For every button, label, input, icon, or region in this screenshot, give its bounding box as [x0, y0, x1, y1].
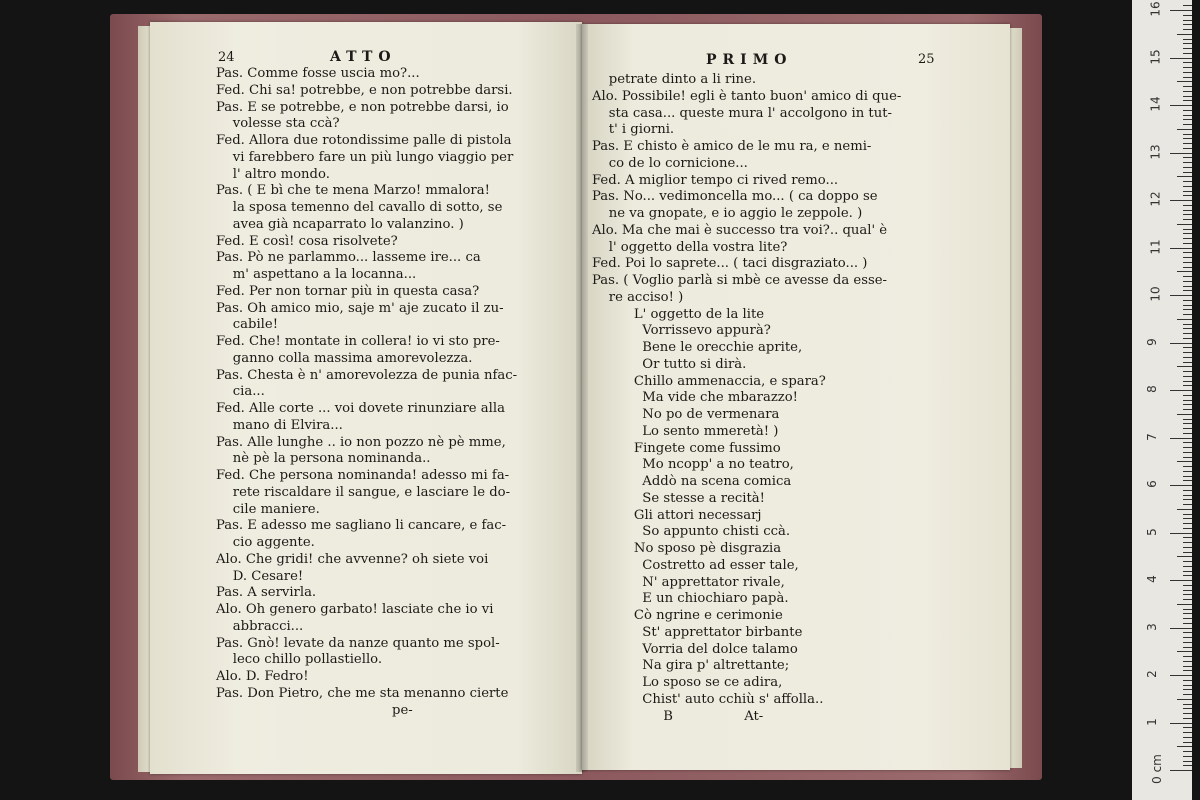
- text-line: Mo ncopp' a no teatro,: [592, 457, 794, 473]
- ruler-tick: [1183, 409, 1192, 410]
- ruler-tick: [1183, 167, 1192, 168]
- text-line: Pas. Pò ne parlammo... lasseme ire... ca: [216, 250, 481, 266]
- ruler-tick: [1183, 191, 1192, 192]
- text-line: Chillo ammenaccia, e spara?: [592, 373, 826, 389]
- left-page: [150, 22, 582, 774]
- ruler-tick: [1183, 214, 1192, 215]
- left-page-header: ATTO: [330, 49, 397, 65]
- ruler-tick: [1183, 328, 1192, 329]
- ruler-tick: [1183, 480, 1192, 481]
- text-line: D. Cesare!: [216, 568, 304, 584]
- ruler-tick: [1183, 381, 1192, 382]
- ruler-tick: [1183, 694, 1192, 695]
- text-line: Pas. A servirla.: [216, 585, 317, 601]
- ruler-tick: [1183, 385, 1192, 386]
- text-line: Pas. Don Pietro, che me sta menanno cierte: [216, 685, 509, 701]
- text-line: Pas. ( E bì che te mena Marzo! mmalora!: [216, 183, 490, 199]
- ruler-tick: [1183, 257, 1192, 258]
- ruler-tick: [1177, 699, 1192, 700]
- ruler-tick: [1177, 366, 1192, 367]
- ruler-tick: [1183, 428, 1192, 429]
- text-line: vi farebbero fare un più lungo viaggio per: [216, 149, 514, 165]
- ruler-tick: [1183, 48, 1192, 49]
- ruler-tick: [1183, 5, 1192, 6]
- ruler-tick: [1183, 656, 1192, 657]
- right-page-number: 25: [918, 52, 935, 67]
- ruler-tick: [1183, 43, 1192, 44]
- ruler-tick: [1177, 224, 1192, 225]
- ruler-tick: [1170, 438, 1192, 439]
- ruler-label: 15: [1148, 48, 1163, 65]
- ruler-tick: [1183, 447, 1192, 448]
- ruler-tick: [1177, 604, 1192, 605]
- text-line: Fed. Allora due rotondissime palle di pistola: [216, 133, 512, 148]
- text-line: l' altro mondo.: [216, 166, 330, 182]
- ruler-tick: [1183, 528, 1192, 529]
- text-line: Costretto ad esser tale,: [592, 557, 799, 573]
- ruler-tick: [1183, 680, 1192, 681]
- ruler-tick: [1183, 72, 1192, 73]
- text-line: ne va gnopate, e io aggio le zeppole. ): [592, 206, 863, 221]
- ruler-tick: [1170, 533, 1192, 534]
- text-line: pe-: [216, 702, 413, 718]
- ruler-tick: [1183, 504, 1192, 505]
- text-line: cabile!: [216, 317, 278, 333]
- ruler-tick: [1183, 181, 1192, 182]
- text-line: Fed. Che persona nominanda! adesso mi fa-: [216, 468, 510, 483]
- ruler-tick: [1183, 613, 1192, 614]
- text-line: Pas. E se potrebbe, e non potrebbe darsi, io: [216, 99, 509, 115]
- ruler-tick: [1183, 471, 1192, 472]
- ruler-tick: [1183, 761, 1192, 762]
- ruler-tick: [1183, 737, 1192, 738]
- ruler-tick: [1183, 566, 1192, 567]
- ruler-tick: [1183, 134, 1192, 135]
- ruler-tick: [1183, 91, 1192, 92]
- ruler-tick: [1177, 129, 1192, 130]
- left-page-text: [216, 66, 517, 719]
- ruler-tick: [1183, 86, 1192, 87]
- ruler-tick: [1170, 58, 1192, 59]
- right-page-text: [592, 72, 901, 725]
- ruler-tick: [1183, 276, 1192, 277]
- ruler-tick: [1183, 618, 1192, 619]
- ruler-tick: [1183, 96, 1192, 97]
- text-line: Se stesse a recità!: [592, 490, 765, 506]
- ruler-tick: [1183, 575, 1192, 576]
- ruler-tick: [1177, 176, 1192, 177]
- ruler-tick: [1177, 556, 1192, 557]
- ruler-tick: [1170, 200, 1192, 201]
- ruler-tick: [1183, 542, 1192, 543]
- ruler-tick: [1183, 29, 1192, 30]
- ruler-tick: [1183, 205, 1192, 206]
- text-line: Pas. E chisto è amico de le mu ra, e nemi-: [592, 139, 872, 154]
- ruler-tick: [1183, 594, 1192, 595]
- text-line: Pas. Chesta è n' amorevolezza de punia nfac-: [216, 367, 518, 383]
- text-line: volesse sta ccà?: [216, 116, 340, 132]
- text-line: Na gira p' altrettante;: [592, 658, 790, 674]
- ruler-tick: [1183, 110, 1192, 111]
- ruler-tick: [1183, 267, 1192, 268]
- ruler-label: 0 cm: [1149, 754, 1164, 784]
- ruler-tick: [1183, 252, 1192, 253]
- ruler-tick: [1183, 704, 1192, 705]
- ruler-tick: [1170, 580, 1192, 581]
- ruler-tick: [1183, 466, 1192, 467]
- ruler-tick: [1183, 490, 1192, 491]
- ruler-tick: [1183, 77, 1192, 78]
- ruler-tick: [1170, 390, 1192, 391]
- ruler-tick: [1183, 338, 1192, 339]
- text-line: Pas. Gnò! levate da nanze quanto me spol-: [216, 635, 500, 651]
- ruler-tick: [1183, 599, 1192, 600]
- ruler-tick: [1183, 15, 1192, 16]
- ruler-tick: [1170, 248, 1192, 249]
- ruler-label: 1: [1144, 717, 1159, 726]
- ruler-tick: [1183, 67, 1192, 68]
- ruler-tick: [1183, 138, 1192, 139]
- ruler-tick: [1183, 670, 1192, 671]
- ruler-tick: [1183, 281, 1192, 282]
- text-line: B At-: [592, 708, 764, 724]
- ruler-tick: [1183, 727, 1192, 728]
- ruler-tick: [1170, 675, 1192, 676]
- ruler-tick: [1183, 689, 1192, 690]
- ruler-tick: [1183, 590, 1192, 591]
- text-line: co de lo cornicione...: [592, 155, 748, 171]
- text-line: No sposo pè disgrazia: [592, 541, 782, 556]
- text-line: Alo. Possibile! egli è tanto buon' amico di que-: [592, 88, 902, 104]
- ruler-tick: [1183, 571, 1192, 572]
- ruler-tick: [1183, 419, 1192, 420]
- ruler-tick: [1183, 352, 1192, 353]
- ruler-tick: [1183, 238, 1192, 239]
- text-line: N' apprettator rivale,: [592, 574, 785, 590]
- ruler-tick: [1183, 262, 1192, 263]
- ruler-label: 11: [1148, 238, 1163, 255]
- text-line: cia...: [216, 384, 265, 400]
- ruler-tick: [1183, 172, 1192, 173]
- text-line: avea già ncaparrato lo valanzino. ): [216, 216, 464, 232]
- text-line: ganno colla massima amorevolezza.: [216, 350, 473, 366]
- text-line: Vorrissevo appurà?: [592, 323, 771, 339]
- ruler-tick: [1170, 770, 1192, 771]
- ruler-tick: [1183, 115, 1192, 116]
- ruler-tick: [1183, 324, 1192, 325]
- ruler-tick: [1183, 547, 1192, 548]
- ruler-tick: [1177, 81, 1192, 82]
- ruler-tick: [1183, 647, 1192, 648]
- ruler-tick: [1183, 632, 1192, 633]
- ruler-label: 4: [1144, 575, 1159, 583]
- ruler-label: 12: [1148, 191, 1163, 207]
- ruler-tick: [1183, 362, 1192, 363]
- ruler-tick: [1170, 295, 1192, 296]
- ruler-tick: [1183, 499, 1192, 500]
- ruler-label: 8: [1144, 385, 1159, 393]
- ruler-tick: [1183, 20, 1192, 21]
- ruler-label: 10: [1148, 286, 1163, 302]
- text-line: Pas. No... vedimoncella mo... ( ca doppo se: [592, 189, 878, 205]
- text-line: Fed. Per non tornar più in questa casa?: [216, 283, 480, 299]
- ruler-tick: [1183, 552, 1192, 553]
- text-line: Fed. Che! montate in collera! io vi sto pre-: [216, 334, 500, 349]
- ruler-tick: [1177, 461, 1192, 462]
- text-line: re acciso! ): [592, 289, 684, 305]
- ruler-tick: [1183, 718, 1192, 719]
- ruler-label: 14: [1148, 96, 1163, 112]
- text-line: Pas. ( Voglio parlà si mbè ce avesse da esse-: [592, 273, 888, 288]
- text-line: Alo. D. Fedro!: [216, 669, 309, 684]
- ruler-tick: [1170, 628, 1192, 629]
- text-line: Alo. Oh genero garbato! lasciate che io vi: [216, 602, 494, 617]
- right-page-header: PRIMO: [706, 52, 793, 68]
- ruler-tick: [1183, 210, 1192, 211]
- ruler-tick: [1183, 452, 1192, 453]
- ruler-tick: [1170, 105, 1192, 106]
- ruler-tick: [1183, 514, 1192, 515]
- ruler-tick: [1183, 518, 1192, 519]
- text-line: Or tutto si dirà.: [592, 356, 747, 372]
- text-line: So appunto chisti ccà.: [592, 524, 791, 540]
- text-line: St' apprettator birbante: [592, 624, 803, 640]
- ruler-tick: [1183, 305, 1192, 306]
- ruler-label: 2: [1144, 670, 1159, 678]
- right-page: [582, 24, 1010, 770]
- ruler-tick: [1183, 642, 1192, 643]
- ruler-tick: [1183, 143, 1192, 144]
- text-line: mano di Elvira...: [216, 417, 343, 433]
- right-page-edges: [1008, 28, 1022, 768]
- ruler-tick: [1183, 333, 1192, 334]
- ruler-tick: [1183, 751, 1192, 752]
- text-line: abbracci...: [216, 618, 304, 634]
- ruler-tick: [1183, 243, 1192, 244]
- text-line: Pas. Alle lunghe .. io non pozzo nè pè mme,: [216, 434, 506, 450]
- ruler-tick: [1183, 476, 1192, 477]
- text-line: petrate dinto a li rine.: [592, 72, 757, 87]
- ruler-label: 9: [1144, 337, 1159, 346]
- ruler-tick: [1183, 661, 1192, 662]
- ruler-tick: [1183, 148, 1192, 149]
- ruler-tick: [1183, 53, 1192, 54]
- ruler-tick: [1183, 219, 1192, 220]
- text-line: Lo sposo se ce adira,: [592, 675, 783, 690]
- ruler-tick: [1183, 423, 1192, 424]
- ruler-tick: [1183, 637, 1192, 638]
- ruler-tick: [1183, 309, 1192, 310]
- text-line: Addò na scena comica: [592, 474, 792, 489]
- ruler-tick: [1183, 561, 1192, 562]
- text-line: Cò ngrine e cerimonie: [592, 608, 783, 623]
- ruler-tick: [1183, 347, 1192, 348]
- ruler-tick: [1183, 62, 1192, 63]
- text-line: leco chillo pollastiello.: [216, 652, 383, 668]
- text-line: nè pè la persona nominanda..: [216, 451, 431, 467]
- ruler-tick: [1183, 495, 1192, 496]
- text-line: l' oggetto della vostra lite?: [592, 239, 788, 255]
- ruler-tick: [1183, 124, 1192, 125]
- ruler-tick: [1183, 442, 1192, 443]
- text-line: Pas. Oh amico mio, saje m' aje zucato il zu-: [216, 300, 504, 316]
- text-line: Bene le orecchie aprite,: [592, 340, 803, 355]
- ruler-tick: [1183, 765, 1192, 766]
- ruler-tick: [1183, 300, 1192, 301]
- text-line: Fed. A miglior tempo ci rived remo...: [592, 172, 839, 188]
- text-line: E un chiochiaro papà.: [592, 591, 789, 607]
- ruler-tick: [1177, 651, 1192, 652]
- text-line: Gli attori necessarj: [592, 507, 762, 523]
- text-line: L' oggetto de la lite: [592, 306, 765, 322]
- measuring-ruler: [1132, 0, 1192, 800]
- ruler-label: 13: [1148, 143, 1163, 160]
- ruler-tick: [1183, 404, 1192, 405]
- text-line: sta casa... queste mura l' accolgono in tut-: [592, 105, 892, 121]
- ruler-tick: [1183, 713, 1192, 714]
- ruler-tick: [1177, 34, 1192, 35]
- text-line: Fed. Alle corte ... voi dovete rinunziare alla: [216, 401, 505, 416]
- ruler-label: 16: [1148, 1, 1163, 17]
- text-line: Alo. Ma che mai è successo tra voi?.. qual' è: [592, 222, 888, 238]
- text-line: Chist' auto cchiù s' affolla..: [592, 691, 824, 707]
- ruler-tick: [1183, 609, 1192, 610]
- text-line: Ma vide che mbarazzo!: [592, 390, 798, 406]
- left-page-number: 24: [218, 50, 235, 65]
- ruler-tick: [1183, 286, 1192, 287]
- ruler-tick: [1177, 509, 1192, 510]
- ruler-label: 5: [1144, 527, 1159, 536]
- ruler-tick: [1183, 732, 1192, 733]
- ruler-tick: [1183, 290, 1192, 291]
- ruler-tick: [1183, 457, 1192, 458]
- ruler-label: 6: [1144, 480, 1159, 488]
- text-line: t' i giorni.: [592, 122, 675, 138]
- ruler-tick: [1183, 371, 1192, 372]
- ruler-tick: [1183, 357, 1192, 358]
- ruler-tick: [1183, 708, 1192, 709]
- text-line: Pas. E adesso me sagliano li cancare, e fac-: [216, 518, 507, 534]
- ruler-tick: [1183, 157, 1192, 158]
- ruler-tick: [1183, 195, 1192, 196]
- text-line: Fingete come fussimo: [592, 440, 781, 456]
- ruler-label: 3: [1144, 622, 1159, 631]
- text-line: cio aggente.: [216, 535, 315, 550]
- ruler-tick: [1183, 39, 1192, 40]
- ruler-tick: [1183, 523, 1192, 524]
- text-line: Fed. Poi lo saprete... ( taci disgraziato... ): [592, 256, 868, 272]
- text-line: Fed. E così! cosa risolvete?: [216, 233, 398, 249]
- ruler-tick: [1183, 162, 1192, 163]
- ruler-tick: [1183, 100, 1192, 101]
- ruler-tick: [1183, 623, 1192, 624]
- ruler-tick: [1177, 414, 1192, 415]
- ruler-tick: [1170, 153, 1192, 154]
- ruler-tick: [1183, 186, 1192, 187]
- text-line: m' aspettano a la locanna...: [216, 267, 417, 282]
- text-line: Alo. Che gridi! che avvenne? oh siete voi: [216, 551, 489, 567]
- ruler-tick: [1183, 585, 1192, 586]
- ruler-tick: [1177, 319, 1192, 320]
- text-line: Fed. Chi sa! potrebbe, e non potrebbe darsi.: [216, 82, 513, 98]
- ruler-tick: [1170, 10, 1192, 11]
- ruler-tick: [1183, 314, 1192, 315]
- book-gutter: [576, 24, 588, 772]
- text-line: rete riscaldare il sangue, e lasciare le do-: [216, 484, 511, 500]
- ruler-tick: [1183, 24, 1192, 25]
- text-line: Lo sento mmeretà! ): [592, 423, 779, 439]
- ruler-tick: [1183, 537, 1192, 538]
- ruler-tick: [1177, 271, 1192, 272]
- ruler-tick: [1183, 376, 1192, 377]
- ruler-tick: [1183, 756, 1192, 757]
- ruler-label: 7: [1144, 432, 1159, 441]
- text-line: cile maniere.: [216, 501, 320, 517]
- text-line: No po de vermenara: [592, 407, 780, 422]
- ruler-tick: [1170, 485, 1192, 486]
- ruler-tick: [1183, 229, 1192, 230]
- ruler-tick: [1170, 723, 1192, 724]
- ruler-tick: [1183, 666, 1192, 667]
- text-line: la sposa temenno del cavallo di sotto, se: [216, 200, 503, 215]
- ruler-tick: [1183, 742, 1192, 743]
- ruler-tick: [1183, 119, 1192, 120]
- ruler-tick: [1177, 746, 1192, 747]
- ruler-tick: [1183, 233, 1192, 234]
- ruler-tick: [1183, 685, 1192, 686]
- ruler-tick: [1170, 343, 1192, 344]
- text-line: Vorria del dolce talamo: [592, 641, 798, 657]
- text-line: Pas. Comme fosse uscia mo?...: [216, 66, 420, 81]
- ruler-tick: [1183, 400, 1192, 401]
- ruler-tick: [1183, 433, 1192, 434]
- ruler-tick: [1183, 395, 1192, 396]
